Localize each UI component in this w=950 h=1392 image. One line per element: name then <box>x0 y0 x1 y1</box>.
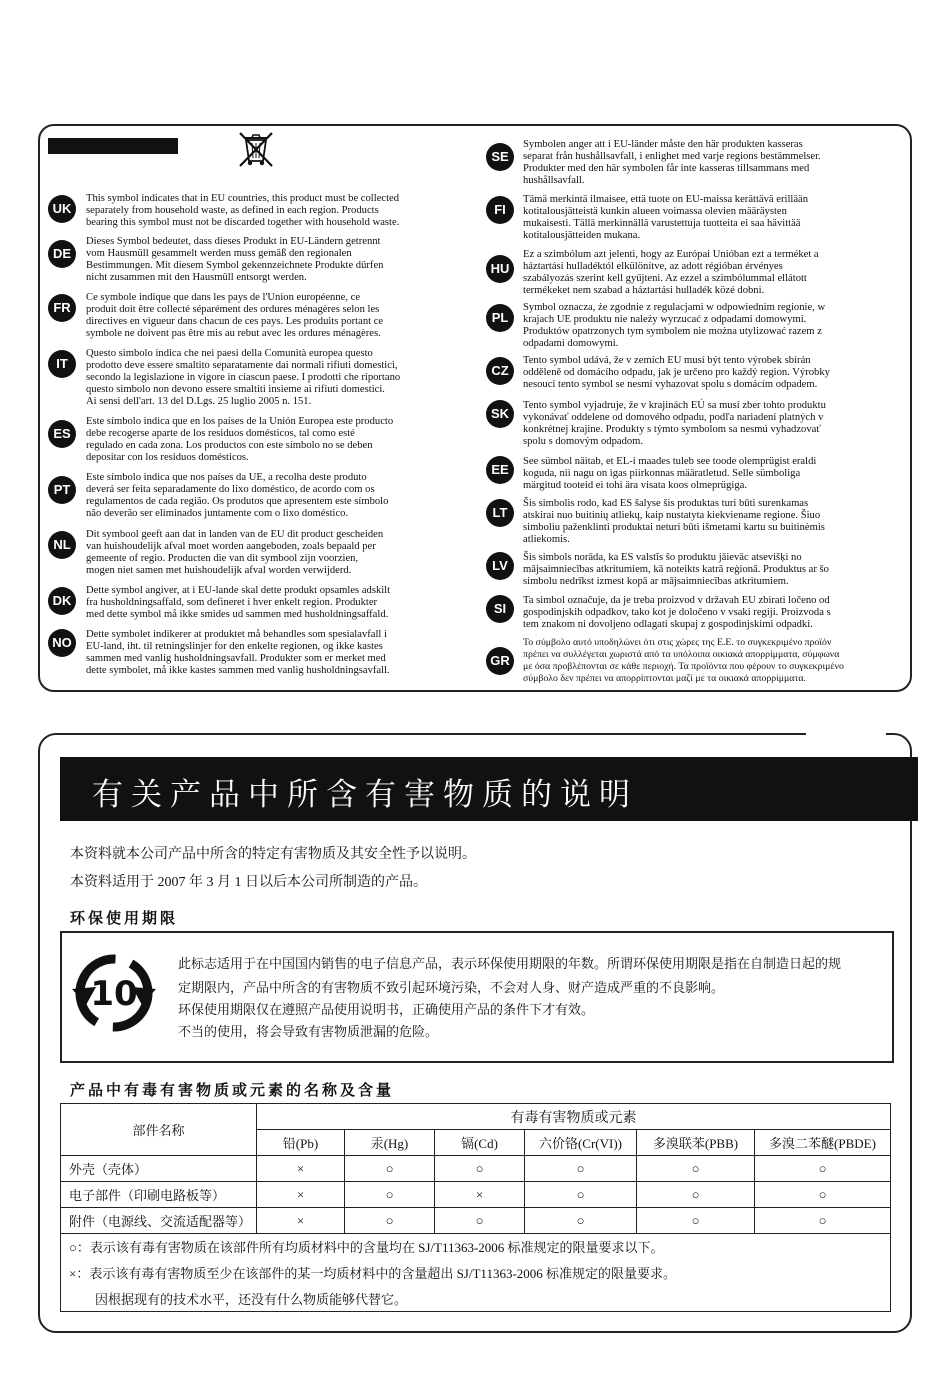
lang-text-es: Este símbolo indica que en los países de la Unión Europea este producto debe recogerse aparte de los residuos domésticos, tal como esté regulado en cada zona. Los productos con este símbolo no se deben depositar con los residuos domésticos. <box>86 416 394 464</box>
lang-badge-lt: LT <box>486 499 514 527</box>
lang-badge-ee: EE <box>486 456 514 484</box>
lang-text-fi: Tämä merkintä ilmaisee, että tuote on EU-maissa kerättävä erillään kotitalousjätteistä kunkin alueen voimassa olevien määräysten mukaisesti. Tällä merkinnällä varustettuja tuotteita ei saa hävittää kotitalousjätteiden mukana. <box>523 194 809 242</box>
value-cell: ○ <box>345 1182 435 1208</box>
value-cell: ○ <box>755 1208 891 1234</box>
epup-line-4: 不当的使用，将会导致有害物质泄漏的危险。 <box>178 1024 439 1039</box>
lang-badge-it: IT <box>48 350 76 378</box>
substance-group-header: 有毒有害物质或元素 <box>257 1104 891 1130</box>
legend-row <box>61 1234 891 1260</box>
lang-badge-nl: NL <box>48 531 76 559</box>
black-label-bar <box>48 138 178 154</box>
rohs-intro-line-2: 本资料适用于 2007 年 3 月 1 日以后本公司所制造的产品。 <box>70 875 427 890</box>
weee-notice-box <box>38 124 912 692</box>
border-gap <box>806 728 886 738</box>
value-cell: ○ <box>525 1182 637 1208</box>
substance-header: 汞(Hg) <box>345 1130 435 1156</box>
lang-badge-pl: PL <box>486 304 514 332</box>
rohs-notice-box <box>38 733 912 1333</box>
part-name-header: 部件名称 <box>61 1104 257 1156</box>
substance-header: 多溴联苯(PBB) <box>637 1130 755 1156</box>
part-name-cell: 外壳（壳体） <box>61 1156 257 1182</box>
lang-badge-uk: UK <box>48 195 76 223</box>
value-cell: × <box>257 1182 345 1208</box>
lang-text-no: Dette symbolet indikerer at produktet må behandles som spesialavfall i EU-land, iht. til retningslinjer for den enkelte regionen, og ikke kastes sammen med vanlig husholdningsavfall. Produkter som er merket med dette symbolet, må ikke kastes sammen med vanlig husholdningsavfall. <box>86 629 390 677</box>
rohs-title-bar <box>60 757 918 821</box>
lang-text-hu: Ez a szimbólum azt jelenti, hogy az Európai Unióban ezt a terméket a háztartási hulladéktól elkülönítve, az adott régióban érvényes szabályozás szerint kell gyűjteni. Az ezzel a szimbólummal ellátott termékeket nem szabad a háztartási hulladék közé dobni. <box>523 249 819 297</box>
epup-line-2: 定期限内，产品中所含的有害物质不致引起环境污染，不会对人身、财产造成严重的不良影响。 <box>178 980 725 995</box>
rohs-intro-line-1: 本资料就本公司产品中所含的特定有害物质及其安全性予以说明。 <box>70 847 476 862</box>
substance-header: 多溴二苯醚(PBDE) <box>755 1130 891 1156</box>
substance-table <box>60 1103 891 1312</box>
lang-text-lv: Šis simbols norāda, ka ES valstīs šo produktu jāievāc atsevišķi no mājsaimniecības atkritumiem, kā noteikts katrā reģionā. Produktus ar šo simbolu nedrīkst izmest kopā ar mājsaimniecības atkritumiem. <box>523 552 829 588</box>
lang-badge-hu: HU <box>486 255 514 283</box>
value-cell: × <box>257 1208 345 1234</box>
lang-badge-gr: GR <box>486 647 514 675</box>
lang-badge-de: DE <box>48 240 76 268</box>
epup-line-3: 环保使用期限仅在遵照产品使用说明书，正确使用产品的条件下才有效。 <box>178 1002 595 1017</box>
value-cell: × <box>257 1156 345 1182</box>
lang-text-pl: Symbol oznacza, że zgodnie z regulacjami w odpowiednim regionie, w krajach UE produktu nie należy wyrzucać z odpadami domowymi. Produktów opatrzonych tym symbolem nie można utylizować razem z odpadami domowymi. <box>523 302 826 350</box>
lang-text-nl: Dit symbool geeft aan dat in landen van de EU dit product gescheiden van huishoudelijk afval moet worden aangeboden, zoals bepaald per gemeente of regio. Producten die van dit symbool zijn voorzien, mogen niet samen met huishoudelijk afval worden verwijderd. <box>86 529 384 577</box>
lang-badge-lv: LV <box>486 552 514 580</box>
lang-badge-si: SI <box>486 595 514 623</box>
substance-table-heading: 产品中有毒有害物质或元素的名称及含量 <box>70 1083 395 1099</box>
lang-badge-se: SE <box>486 143 514 171</box>
value-cell: ○ <box>637 1208 755 1234</box>
lang-text-lt: Šis simbolis rodo, kad ES šalyse šis produktas turi būti surenkamas atskirai nuo buitinių atliekų, kaip nustatyta kiekviename regione. Šiuo simboliu paženklinti produktai neturi būti išmetami kartu su buitinėmis atliekomis. <box>523 498 825 546</box>
rohs-title: 有关产品中所含有害物质的说明 <box>92 777 638 813</box>
value-cell: ○ <box>435 1156 525 1182</box>
legend-circle-text: ○：表示该有毒有害物质在该部件所有均质材料中的含量均在 SJ/T11363-2006 标准规定的限量要求以下。 <box>61 1234 891 1260</box>
lang-text-fr: Ce symbole indique que dans les pays de l'Union européenne, ce produit doit être collecté séparément des ordures ménagères selon les directives en vigueur dans chacun de ces pays. Les produits portant ce symbole ne doivent pas être mis au rebut avec les ordures ménagères. <box>86 292 384 340</box>
legend-row <box>61 1260 891 1286</box>
lang-badge-es: ES <box>48 420 76 448</box>
value-cell: ○ <box>637 1182 755 1208</box>
epup-box <box>60 931 894 1063</box>
lang-badge-sk: SK <box>486 400 514 428</box>
value-cell: ○ <box>525 1208 637 1234</box>
lang-text-pt: Este símbolo indica que nos países da UE, a recolha deste produto deverá ser feita separadamente do lixo doméstico, de acordo com os regulamentos de cada região. Os produtos que apresentem este símbolo não deverão ser eliminados juntamente com o lixo doméstico. <box>86 472 389 520</box>
lang-text-de: Dieses Symbol bedeutet, dass dieses Produkt in EU-Ländern getrennt vom Hausmüll gesammelt werden muss gemäß den regionalen Bestimmungen. Mit diesem Symbol gekennzeichnete Produkte dürfen nicht zusammen mit den Hausmüll entsorgt werden. <box>86 236 384 284</box>
table-row <box>61 1208 891 1234</box>
lang-text-se: Symbolen anger att i EU-länder måste den här produkten kasseras separat från hushållsavfall, i enlighet med varje regions bestämmelser. Produkter med den här symbolen får inte kasseras tillsammans med hushållsavfall. <box>523 139 821 187</box>
value-cell: ○ <box>755 1156 891 1182</box>
legend-row <box>61 1286 891 1312</box>
lang-text-ee: See sümbol näitab, et EL-i maades tuleb see toode olemprügist eraldi koguda, nii nagu on igas piirkonnas määratletud. Selle sümboliga märgitud tooteid ei tohi ära visata koos olmeprügiga. <box>523 456 817 492</box>
lang-text-cz: Tento symbol udává, že v zemích EU musí být tento výrobek sbírán odděleně od domácího odpadu, jak je určeno pro každý region. Výrobky nesoucí tento symbol se nesmí vyhazovat spolu s domácím odpadem. <box>523 355 830 391</box>
value-cell: ○ <box>755 1182 891 1208</box>
lang-badge-pt: PT <box>48 476 76 504</box>
value-cell: ○ <box>435 1208 525 1234</box>
lang-text-dk: Dette symbol angiver, at i EU-lande skal dette produkt opsamles adskilt fra husholdningsaffald, som defineret i hver enkelt region. Produkter med dette symbol må ikke smides ud sammen med husholdningsaffald. <box>86 585 391 621</box>
epup-line-1: 此标志适用于在中国国内销售的电子信息产品，表示环保使用期限的年数。所谓环保使用期限是指在自制造日起的规 <box>178 956 842 971</box>
table-row <box>61 1156 891 1182</box>
table-header-row <box>61 1104 891 1130</box>
table-row <box>61 1182 891 1208</box>
epup-10-year-logo-icon <box>66 945 162 1041</box>
lang-badge-no: NO <box>48 629 76 657</box>
lang-badge-dk: DK <box>48 587 76 615</box>
substance-header: 镉(Cd) <box>435 1130 525 1156</box>
epup-heading: 环保使用期限 <box>70 911 179 927</box>
epup-logo-number: 10 <box>90 974 138 1014</box>
value-cell: × <box>435 1182 525 1208</box>
lang-badge-fi: FI <box>486 196 514 224</box>
substance-header: 六价铬(Cr(VI)) <box>525 1130 637 1156</box>
lang-text-uk: This symbol indicates that in EU countries, this product must be collected separately from household waste, as defined in each region. Products bearing this symbol must not be discarded together with household waste. <box>86 193 400 229</box>
lang-text-it: Questo simbolo indica che nei paesi della Comunità europea questo prodotto deve essere smaltito separatamente dai normali rifiuti domestici, secondo la legislazione in vigore in ciascun paese. I prodotti che riportano questo simbolo non devono essere smaltiti insieme ai rifiuti domestici. Ai sensi dell'art. 13 del D.Lgs. 25 luglio 2005 n. 151. <box>86 348 401 408</box>
part-name-cell: 附件（电源线、交流适配器等） <box>61 1208 257 1234</box>
legend-cross-text: ×：表示该有毒有害物质至少在该部件的某一均质材料中的含量超出 SJ/T11363-2006 标准规定的限量要求。 <box>61 1260 891 1286</box>
legend-note-text: 因根据现有的技术水平，还没有什么物质能够代替它。 <box>61 1286 891 1312</box>
lang-text-sk: Tento symbol vyjadruje, že v krajinách EÚ sa musí zber tohto produktu vykonávať oddelene od domového odpadu, podľa nariadení platných v konkrétnej krajine. Produkty s týmto symbolom sa nesmú vyhadzovať spolu s domovým odpadom. <box>523 400 826 448</box>
lang-text-si: Ta simbol označuje, da je treba proizvod v državah EU zbirati ločeno od gospodinjskih odpadkov, tako kot je določeno v vsaki regiji. Proizvoda s tem znakom ni dovoljeno odlagati skupaj z gospodinjskimi odpadki. <box>523 595 831 631</box>
part-name-cell: 电子部件（印刷电路板等） <box>61 1182 257 1208</box>
crossed-out-wheelie-bin-icon <box>236 130 276 168</box>
substance-header: 铅(Pb) <box>257 1130 345 1156</box>
lang-badge-cz: CZ <box>486 357 514 385</box>
value-cell: ○ <box>345 1156 435 1182</box>
lang-badge-fr: FR <box>48 294 76 322</box>
value-cell: ○ <box>525 1156 637 1182</box>
lang-text-gr: Το σύμβολο αυτό υποδηλώνει ότι στις χώρες της Ε.Ε. το συγκεκριμένο προϊόν πρέπει να συλλέγεται χωριστά από τα υπόλοιπα οικιακά απορρίμματα, σύμφωνα με όσα προβλέπονται σε κάθε περιοχή. Τα προϊόντα που φέρουν το συγκεκριμένο σύμβολο δεν πρέπει να απορρίπτονται μαζί με τα οικιακά απορρίμματα. <box>523 637 844 685</box>
value-cell: ○ <box>637 1156 755 1182</box>
value-cell: ○ <box>345 1208 435 1234</box>
